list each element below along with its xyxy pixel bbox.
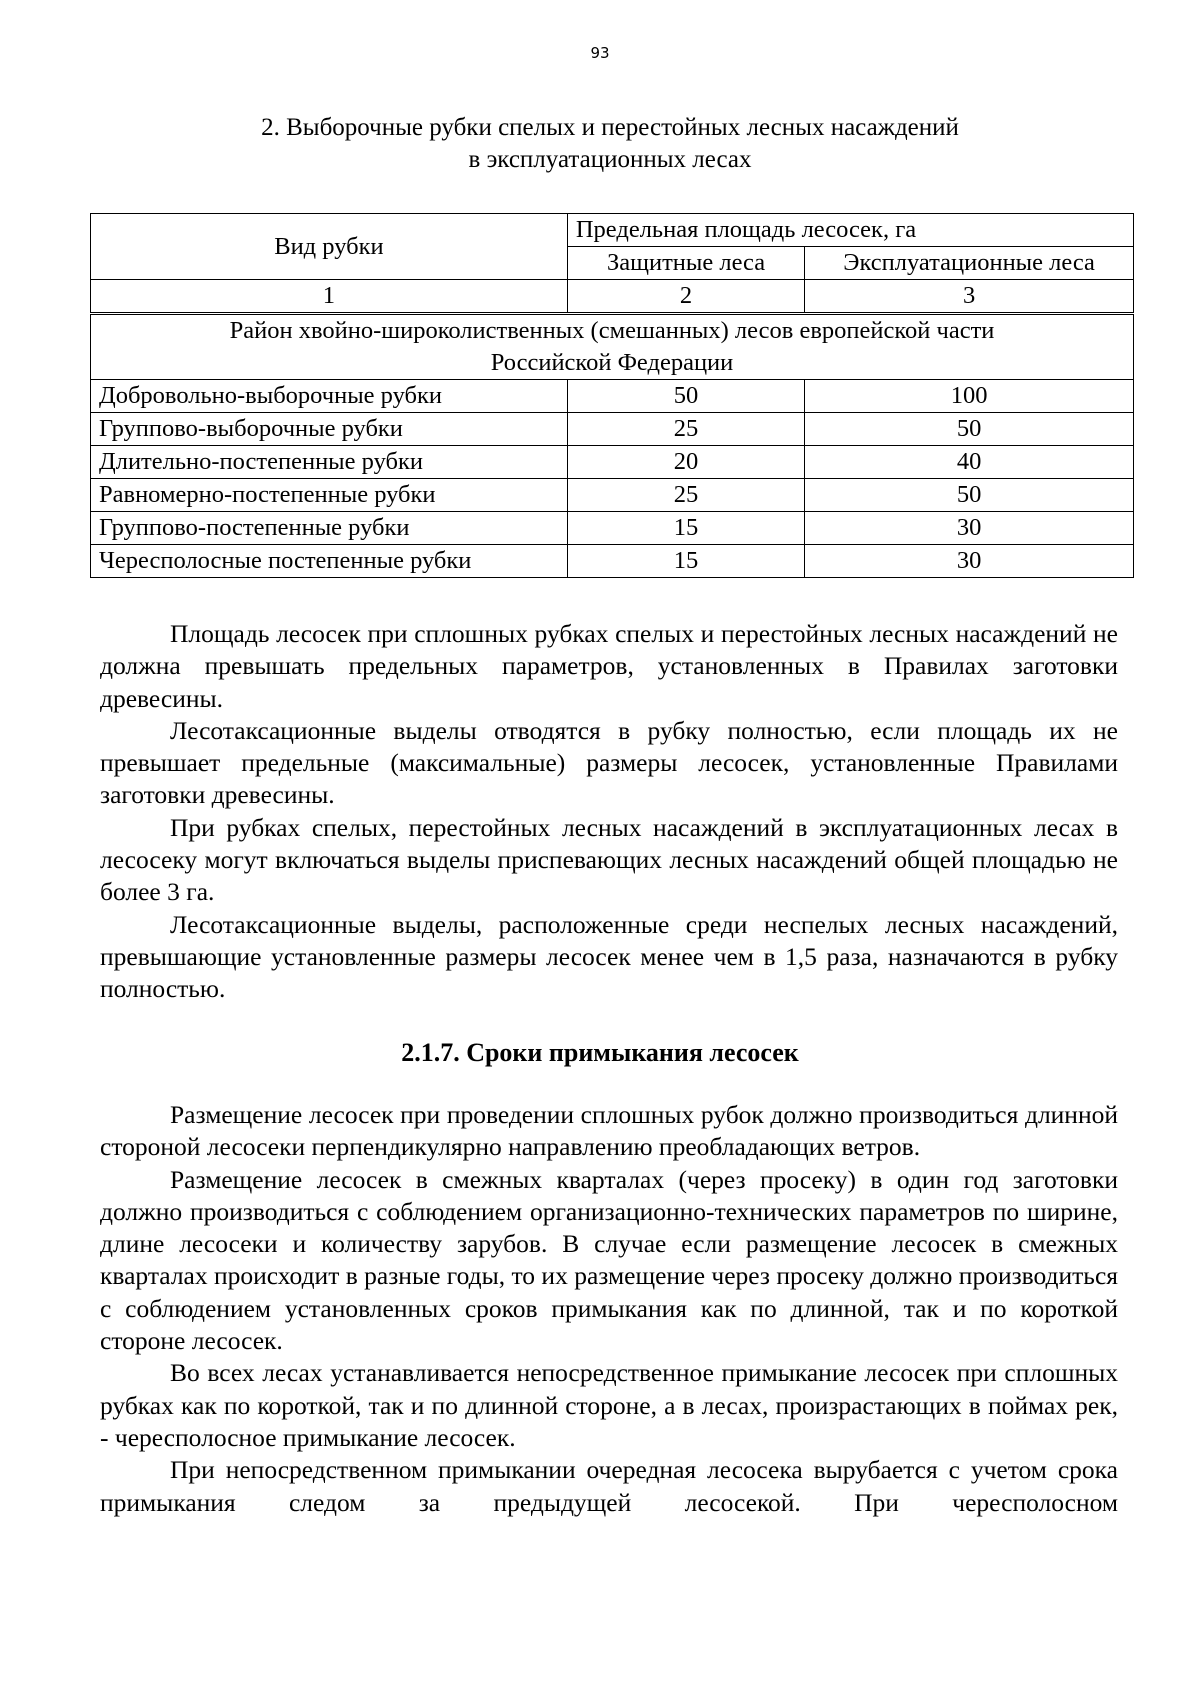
table-row: [91, 512, 1134, 545]
protective-value-cell: 15: [567, 512, 804, 545]
column-number: 1: [91, 280, 568, 314]
protective-value-cell: 25: [567, 479, 804, 512]
operational-value-cell: 100: [805, 380, 1134, 413]
paragraph: Лесотаксационные выделы отводятся в рубку полностью, если площадь их не превышает предельные (максимальные) размеры лесосек, установленные Правилами заготовки древесины.: [100, 715, 1118, 810]
table-row: [91, 479, 1134, 512]
paragraph: Во всех лесах устанавливается непосредственное примыкание лесосек при сплошных рубках как по короткой, так и по длинной стороне, а в лесах, произрастающих в поймах рек, - чересполосное примыкание лесосек.: [100, 1358, 1118, 1452]
column-number-row: [91, 280, 1134, 314]
column-number: 2: [567, 280, 804, 314]
cutting-type-cell: Группово-постепенные рубки: [91, 512, 568, 545]
cutting-type-cell: Равномерно-постепенные рубки: [91, 479, 568, 512]
body-text-bottom: [100, 1099, 1118, 1519]
protective-value-cell: 20: [567, 446, 804, 479]
cutting-type-cell: Длительно-постепенные рубки: [91, 446, 568, 479]
region-caption: [91, 314, 1134, 380]
header-operational-forests: Эксплуатационные леса: [805, 247, 1134, 280]
paragraph: При непосредственном примыкании очередная лесосека вырубается с учетом срока примыкания следом за предыдущей лесосекой. При чересполосном: [100, 1455, 1118, 1517]
table-title-line-2: в эксплуатационных лесах: [468, 146, 752, 173]
region-caption-line-1: Район хвойно-широколиственных (смешанных) лесов европейской части: [229, 317, 995, 344]
protective-value-cell: 25: [567, 413, 804, 446]
cutting-type-cell: Группово-выборочные рубки: [91, 413, 568, 446]
paragraph: Размещение лесосек в смежных кварталах (через просеку) в один год заготовки должно производиться с соблюдением организационно-технических параметров по ширине, длине лесосеки и количеству зарубов. В случае если размещение лесосек в смежных кварталах происходит в разные годы, то их размещение через просеку должно производиться с соблюдением установленных сроков примыкания как по длинной, так и по короткой стороне лесосек.: [100, 1164, 1118, 1356]
table-row: [91, 446, 1134, 479]
header-area-limit: Предельная площадь лесосек, га: [567, 214, 1133, 247]
operational-value-cell: 50: [805, 479, 1134, 512]
region-caption-line-2: Российской Федерации: [490, 349, 734, 376]
region-row: [91, 314, 1134, 380]
logging-area-table: [90, 213, 1134, 578]
operational-value-cell: 30: [805, 512, 1134, 545]
column-number: 3: [805, 280, 1134, 314]
operational-value-cell: 50: [805, 413, 1134, 446]
section-heading: 2.1.7. Сроки примыкания лесосек: [401, 1038, 799, 1067]
header-protective-forests: Защитные леса: [567, 247, 804, 280]
paragraph: При рубках спелых, перестойных лесных насаждений в эксплуатационных лесах в лесосеку могут включаться выделы приспевающих лесных насаждений общей площадью не более 3 га.: [100, 812, 1118, 907]
paragraph: Площадь лесосек при сплошных рубках спелых и перестойных лесных насаждений не должна превышать предельных параметров, установленных в Правилах заготовки древесины.: [100, 619, 1118, 713]
body-text-top: [100, 618, 1118, 1006]
cutting-type-cell: Чересполосные постепенные рубки: [91, 545, 568, 578]
table-row: [91, 413, 1134, 446]
paragraph: Лесотаксационные выделы, расположенные среди неспелых лесных насаждений, превышающие установленные размеры лесосек менее чем в 1,5 раза, назначаются в рубку полностью.: [100, 909, 1118, 1004]
paragraph: Размещение лесосек при проведении сплошных рубок должно производиться длинной стороной лесосеки перпендикулярно направлению преобладающих ветров.: [100, 1100, 1118, 1162]
table-header-row: [91, 214, 1134, 247]
operational-value-cell: 30: [805, 545, 1134, 578]
cutting-type-cell: Добровольно-выборочные рубки: [91, 380, 568, 413]
table-title: [90, 112, 1130, 176]
protective-value-cell: 50: [567, 380, 804, 413]
header-cutting-type: Вид рубки: [91, 214, 568, 280]
table-title-line-1: 2. Выборочные рубки спелых и перестойных лесных насаждений: [261, 114, 959, 141]
operational-value-cell: 40: [805, 446, 1134, 479]
table-row: [91, 380, 1134, 413]
table-row: [91, 545, 1134, 578]
page-number: 93: [590, 44, 610, 62]
protective-value-cell: 15: [567, 545, 804, 578]
